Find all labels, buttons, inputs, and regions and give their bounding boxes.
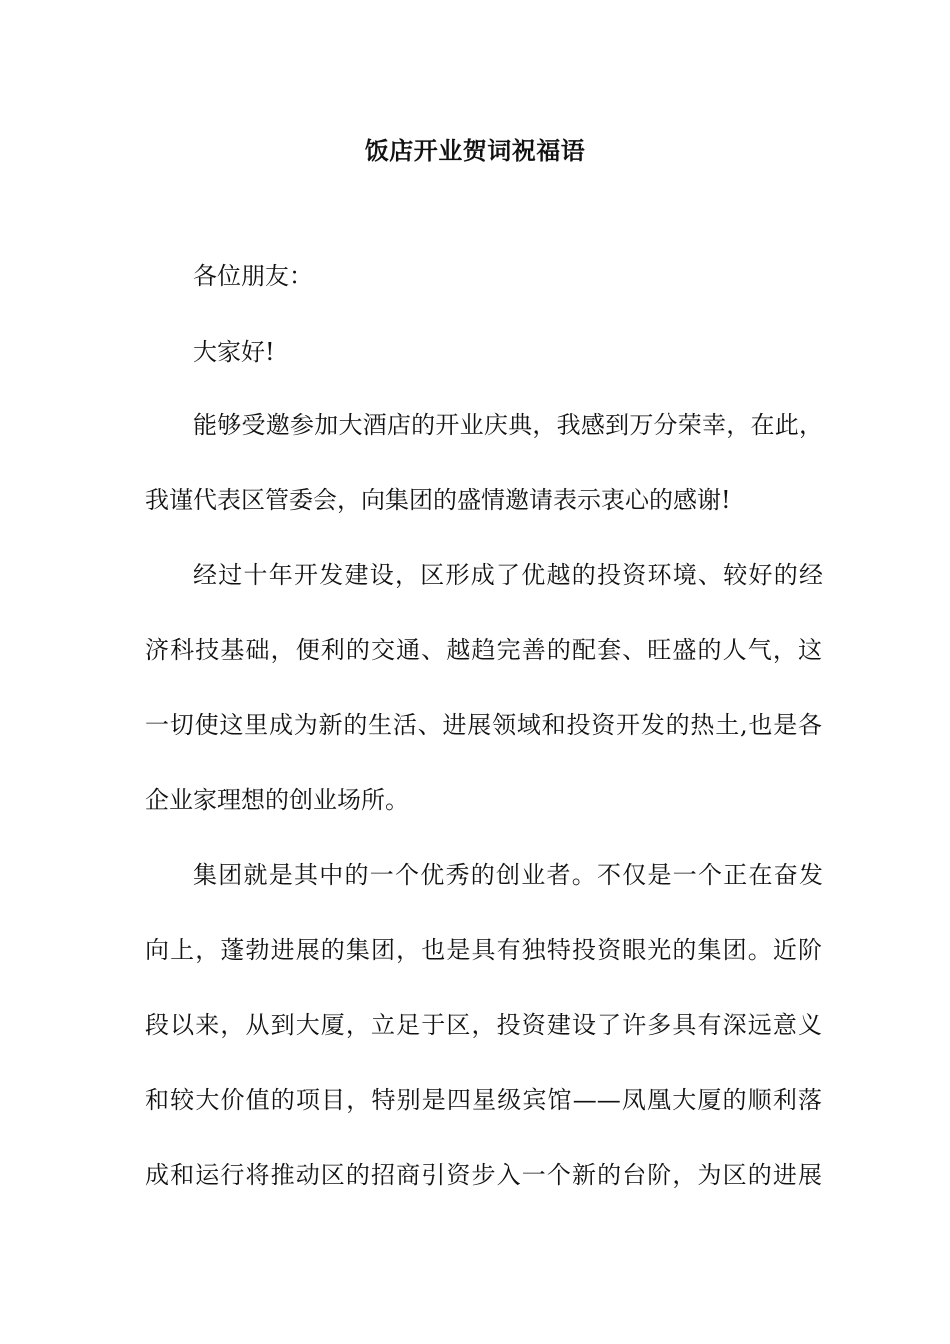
document-title: 饭店开业贺词祝福语 — [364, 136, 586, 165]
body-text-line: 成和运行将推动区的招商引资步入一个新的台阶，为区的进展 — [145, 1161, 822, 1189]
salutation-line: 各位朋友： — [193, 262, 313, 290]
body-text-line: 能够受邀参加大酒店的开业庆典，我感到万分荣幸，在此， — [193, 411, 823, 439]
body-text-line: 段以来，从到大厦，立足于区，投资建设了许多具有深远意义 — [145, 1011, 822, 1039]
body-text-line: 经过十年开发建设，区形成了优越的投资环境、较好的经 — [193, 561, 823, 589]
body-text-line: 济科技基础，便利的交通、越趋完善的配套、旺盛的人气，这 — [145, 636, 822, 664]
body-text-line: 和较大价值的项目，特别是四星级宾馆——凤凰大厦的顺利落 — [145, 1086, 822, 1114]
body-text-line: 一切使这里成为新的生活、进展领域和投资开发的热土,也是各 — [145, 711, 822, 739]
body-text-line: 企业家理想的创业场所。 — [145, 786, 409, 814]
greeting-line: 大家好! — [193, 338, 275, 366]
body-text-line: 向上，蓬勃进展的集团，也是具有独特投资眼光的集团。近阶 — [145, 936, 822, 964]
body-text-line: 集团就是其中的一个优秀的创业者。不仅是一个正在奋发 — [193, 861, 823, 889]
body-text-line: 我谨代表区管委会，向集团的盛情邀请表示衷心的感谢! — [145, 486, 731, 514]
